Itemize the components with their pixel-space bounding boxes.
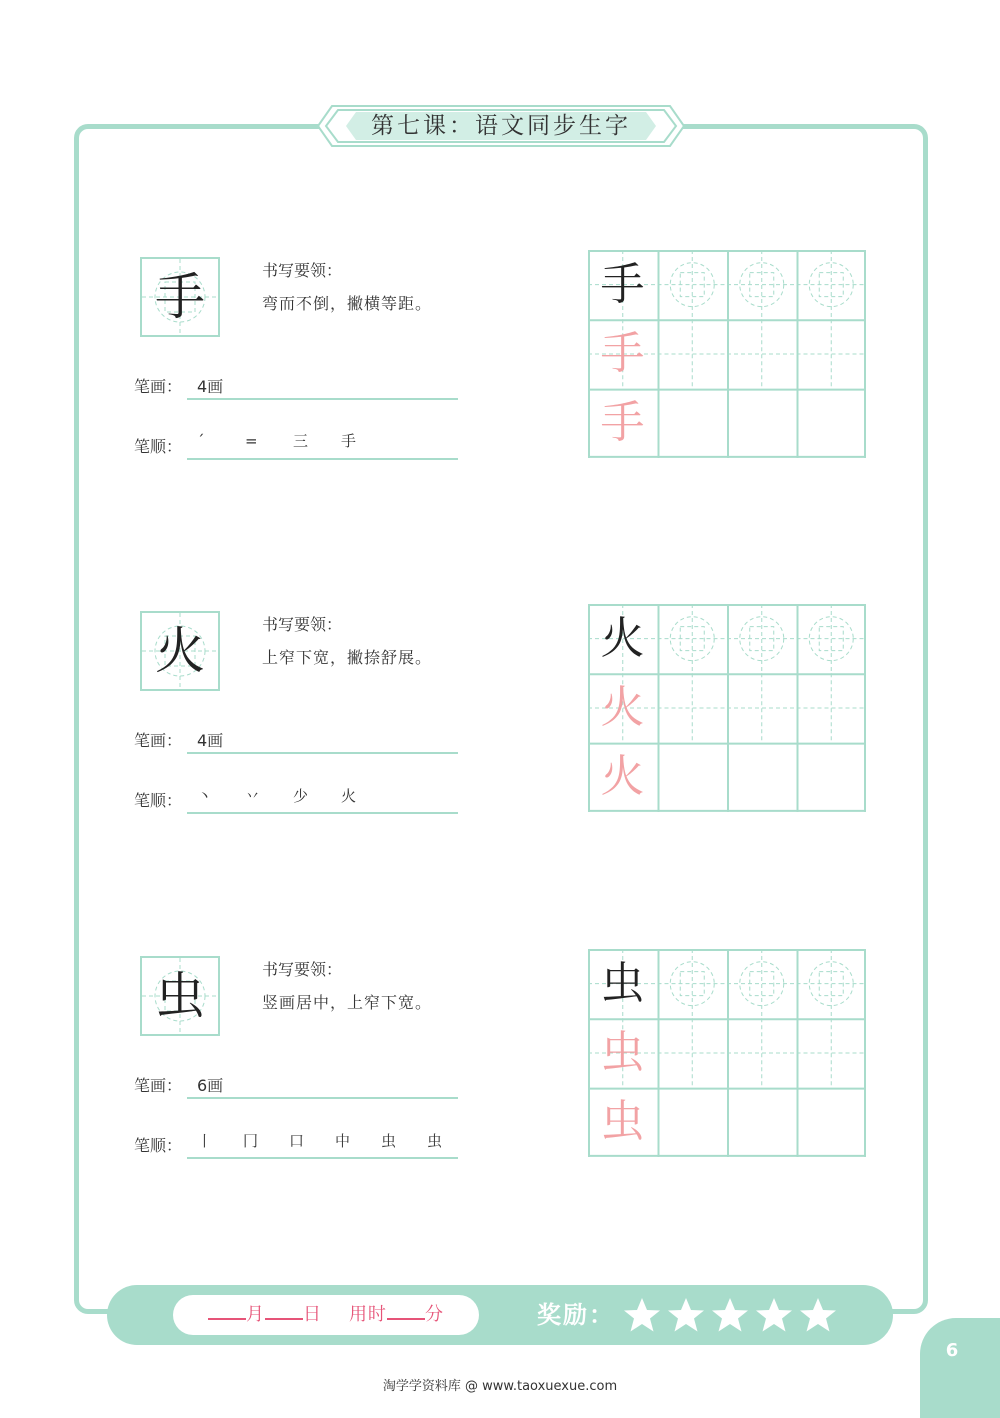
order-label: 笔顺：: [134, 437, 183, 456]
trace-character: 手: [600, 397, 645, 448]
trace-character: 虫: [600, 1096, 645, 1147]
minute-blank[interactable]: [387, 1304, 425, 1320]
character-box: [140, 257, 220, 337]
minute-label: 分: [424, 1304, 444, 1325]
strokes-label: 笔画：: [134, 731, 183, 750]
tips-text: 上窄下宽，撇捺舒展。: [262, 648, 433, 667]
tips-title: 书写要领：: [262, 960, 343, 979]
tips-text: 竖画居中，上窄下宽。: [262, 993, 433, 1012]
stroke-order: [197, 1130, 447, 1151]
reward-label: 奖励：: [537, 1301, 615, 1329]
month-label: 月: [246, 1304, 266, 1325]
stroke-order-step: 虫: [381, 1132, 397, 1150]
character-glyph: 火: [155, 622, 205, 680]
trace-character: 手: [600, 328, 645, 379]
stroke-order-step: =: [245, 432, 258, 450]
practice-grid: [588, 604, 866, 812]
stroke-order-step: 中: [335, 1132, 351, 1150]
stroke-order-step: 丶: [197, 787, 213, 805]
stroke-order: [197, 430, 389, 451]
stroke-order-step: 虫: [427, 1132, 443, 1150]
trace-character: 虫: [600, 1027, 645, 1078]
strokes-line: [187, 752, 458, 754]
model-character: 手: [600, 259, 645, 310]
bottom-bar: [107, 1285, 893, 1345]
trace-character: 火: [600, 682, 645, 733]
character-box: [140, 956, 220, 1036]
date-pill: [173, 1295, 479, 1335]
stroke-order-step: 三: [293, 432, 309, 450]
order-line: [187, 1157, 458, 1159]
day-blank[interactable]: [265, 1304, 303, 1320]
stroke-order-step: 丨: [197, 1132, 213, 1150]
tips-title: 书写要领：: [262, 261, 343, 280]
day-label: 日: [303, 1304, 323, 1325]
strokes-value: 4画: [197, 377, 224, 396]
time-label: 用时: [348, 1304, 387, 1325]
practice-grid: [588, 949, 866, 1157]
trace-character: 火: [600, 751, 645, 802]
stroke-order-step: ˊ: [197, 432, 205, 450]
star-icon[interactable]: [623, 1297, 661, 1333]
page-title: 第七课：语文同步生字: [371, 113, 631, 139]
model-character: 火: [600, 613, 645, 664]
strokes-value: 6画: [197, 1076, 224, 1095]
order-label: 笔顺：: [134, 1136, 183, 1155]
order-line: [187, 812, 458, 814]
order-line: [187, 458, 458, 460]
order-label: 笔顺：: [134, 791, 183, 810]
strokes-value: 4画: [197, 731, 224, 750]
practice-grid: [588, 250, 866, 458]
character-box: [140, 611, 220, 691]
page-number: 6: [945, 1340, 959, 1361]
stroke-order-step: 火: [341, 787, 357, 805]
star-icon[interactable]: [667, 1297, 705, 1333]
stroke-order-step: 冂: [243, 1132, 259, 1150]
stroke-order-step: 口: [289, 1132, 305, 1150]
page-tab: [920, 1318, 1000, 1418]
watermark: 淘学学资料库 @ www.taoxuexue.com: [382, 1379, 618, 1394]
character-glyph: 手: [155, 268, 205, 326]
character-glyph: 虫: [155, 967, 205, 1025]
month-blank[interactable]: [208, 1304, 246, 1320]
star-icon[interactable]: [799, 1297, 837, 1333]
stroke-order-step: 手: [341, 432, 357, 450]
tips-text: 弯而不倒，撇横等距。: [262, 294, 433, 313]
star-icon[interactable]: [711, 1297, 749, 1333]
strokes-label: 笔画：: [134, 1076, 183, 1095]
model-character: 虫: [600, 958, 645, 1009]
reward-stars: [623, 1297, 843, 1337]
strokes-line: [187, 1097, 458, 1099]
stroke-order: [197, 785, 389, 806]
stroke-order-step: 丷: [245, 787, 261, 805]
date-time-line: [173, 1295, 479, 1335]
tips-title: 书写要领：: [262, 615, 343, 634]
stroke-order-step: 少: [293, 787, 309, 805]
strokes-line: [187, 398, 458, 400]
star-icon[interactable]: [755, 1297, 793, 1333]
strokes-label: 笔画：: [134, 377, 183, 396]
